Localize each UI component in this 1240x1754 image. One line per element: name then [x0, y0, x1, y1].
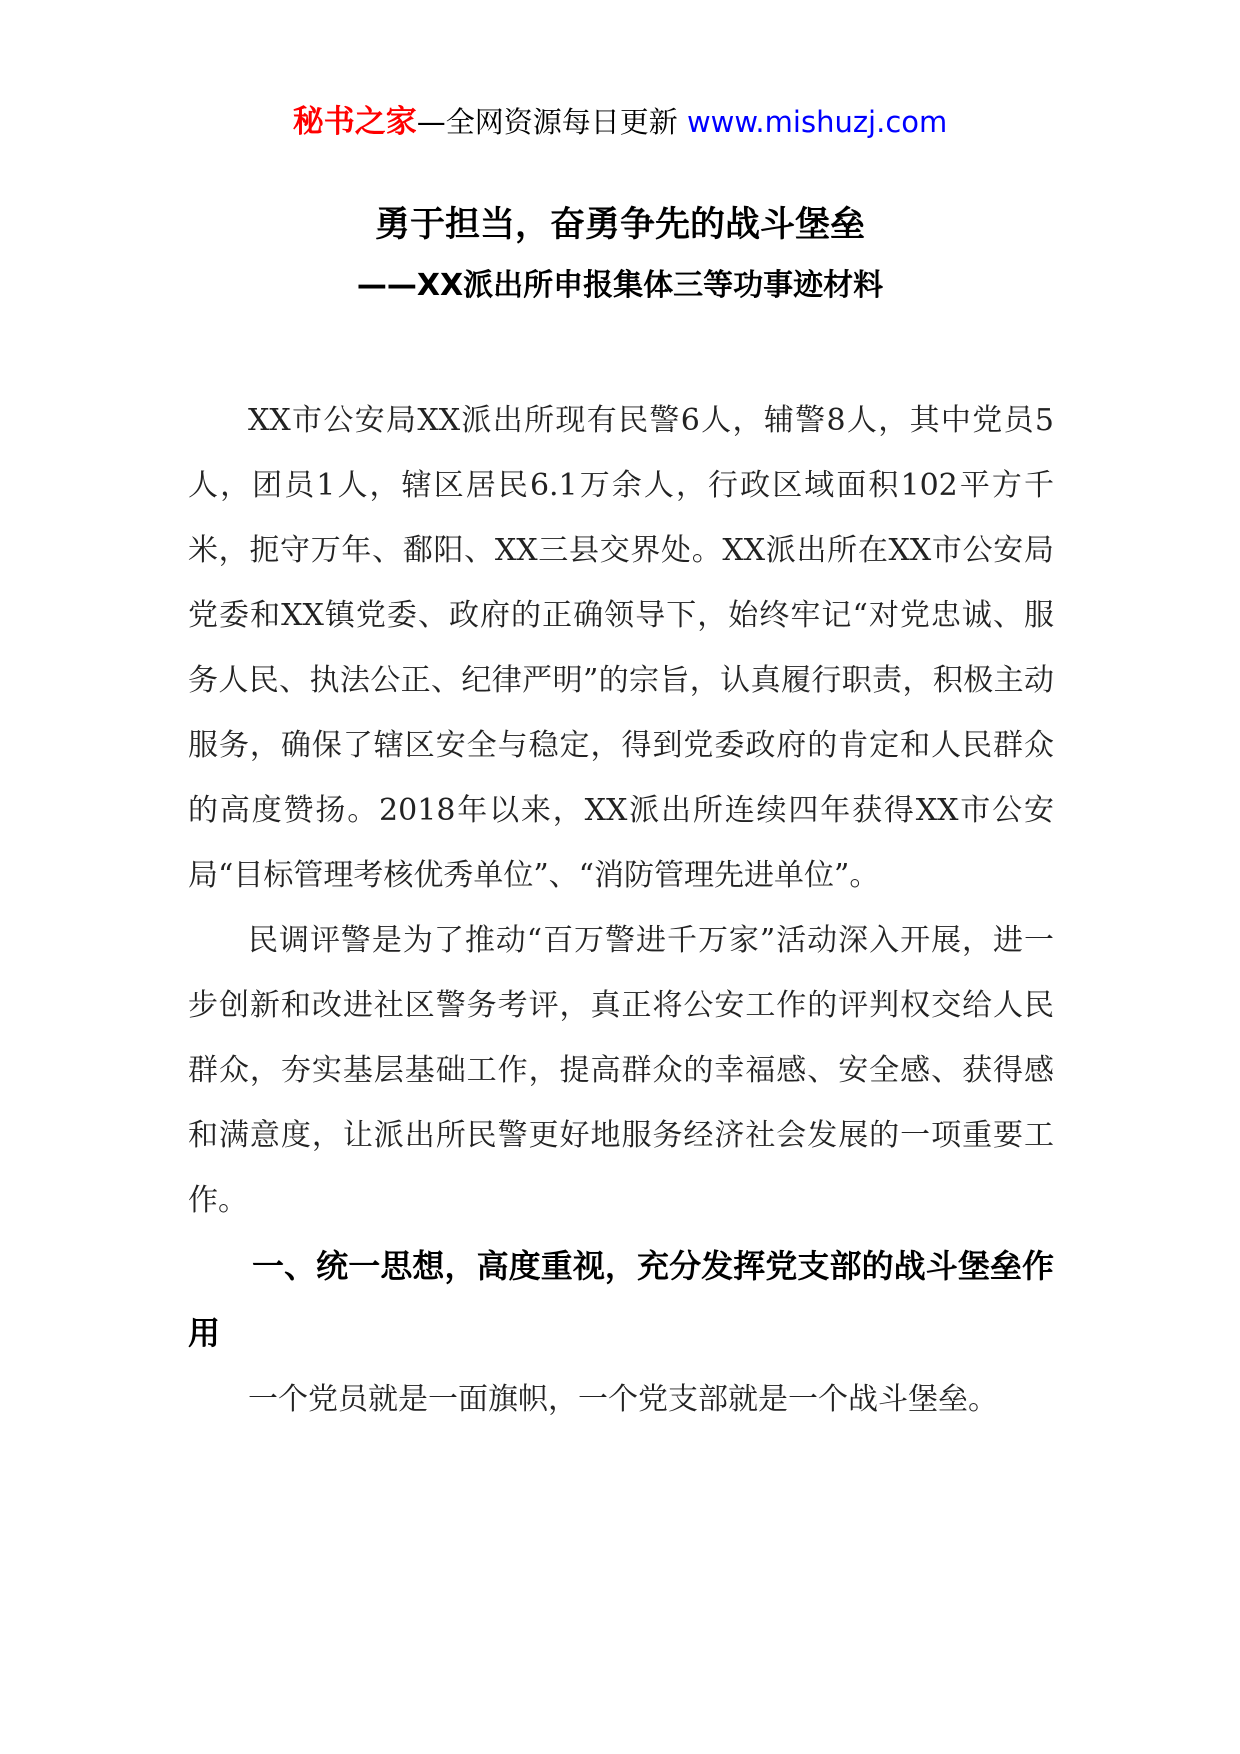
section-heading: 一、统一思想，高度重视，充分发挥党支部的战斗堡垒作用 — [188, 1247, 1054, 1352]
document-title: 勇于担当，奋勇争先的战斗堡垒 — [374, 205, 865, 245]
body-paragraph: 一个党员就是一面旗帜，一个党支部就是一个战斗堡垒。 — [248, 1382, 998, 1417]
site-url-link[interactable]: www.mishuzj.com — [686, 105, 948, 139]
site-banner — [0, 100, 1240, 144]
body-paragraph: 民调评警是为了推动“百万警进千万家”活动深入开展，进一步创新和改进社区警务考评，真正将公安工作的评判权交给人民群众，夯实基层基础工作，提高群众的幸福感、安全感、获得感和满意度，让派出所民警更好地服务经济社会发展的一项重要工作。 — [188, 923, 1054, 1218]
body-paragraph: XX市公安局XX派出所现有民警6人，辅警8人，其中党员5人，团员1人，辖区居民6.1万余人，行政区域面积102平方千米，扼守万年、鄱阳、XX三县交界处。XX派出所在XX市公安局党委和XX镇党委、政府的正确领导下，始终牢记“对党忠诚、服务人民、执法公正、纪律严明”的宗旨，认真履行职责，积极主动服务，确保了辖区安全与稳定，得到党委政府的肯定和人民群众的高度赞扬。2018年以来，XX派出所连续四年获得XX市公安局“目标管理考核优秀单位”、“消防管理先进单位”。 — [188, 403, 1054, 893]
document-body — [188, 388, 1054, 1432]
banner-tagline: —全网资源每日更新 — [416, 105, 687, 139]
brand-name: 秘书之家 — [292, 104, 417, 140]
document-subtitle: ——XX派出所申报集体三等功事迹材料 — [356, 268, 884, 303]
